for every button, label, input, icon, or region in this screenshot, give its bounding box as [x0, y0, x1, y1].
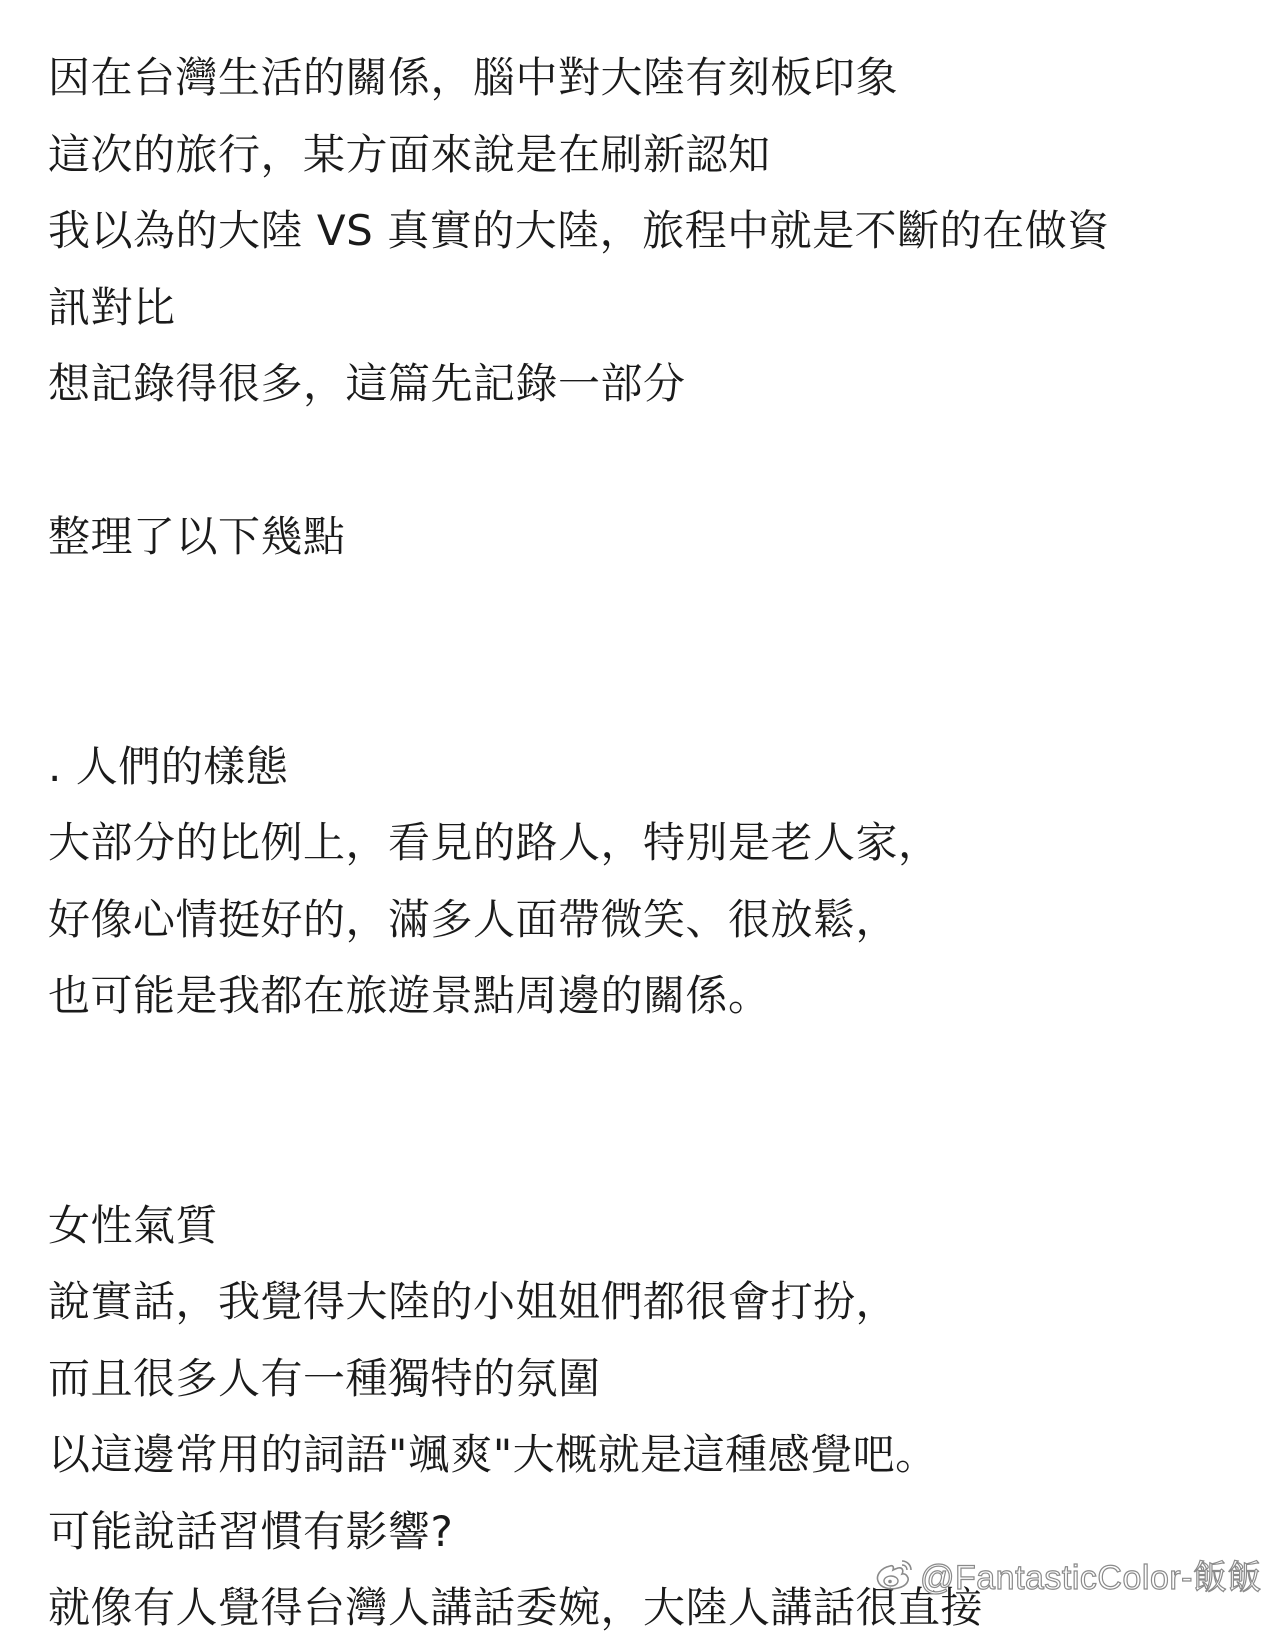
text-line: 好像心情挺好的，滿多人面帶微笑、很放鬆， [48, 894, 899, 944]
text-line: 我以為的大陸 VS 真實的大陸，旅程中就是不斷的在做資 [48, 206, 1110, 255]
text-line: 說實話，我覺得大陸的小姐姐們都很會打扮， [48, 1277, 899, 1326]
text-line: 因在台灣生活的關係，腦中對大陸有刻板印象 [48, 53, 899, 102]
text-line: 以這邊常用的詞語"颯爽"大概就是這種感覺吧。 [48, 1430, 938, 1479]
text-line: 想記錄得很多，這篇先記錄一部分 [48, 359, 686, 408]
blank-line [48, 576, 1258, 653]
text-line: 而且很多人有一種獨特的氛圍 [48, 1353, 601, 1403]
text-line: 可能說話習慣有影響? [48, 1506, 454, 1556]
blank-line [48, 1035, 1258, 1112]
section-heading-women: 女性氣質 [48, 1200, 219, 1250]
text-line: 訊對比 [48, 282, 176, 332]
watermark-text: @FantasticColor-飯飯 [919, 1559, 1262, 1597]
document-body [48, 40, 1258, 1647]
text-line: 大部分的比例上，看見的路人，特別是老人家， [48, 818, 941, 867]
weibo-icon [874, 1558, 914, 1592]
text-line: 也可能是我都在旅遊景點周邊的關係。 [48, 971, 771, 1020]
section-heading-people: . 人們的樣態 [48, 741, 289, 791]
text-line: 就像有人覺得台灣人講話委婉，大陸人講話很直接 [48, 1583, 984, 1632]
section-intro: 整理了以下幾點 [48, 512, 346, 561]
text-line: 這次的旅行，某方面來說是在刷新認知 [48, 129, 771, 179]
blank-line [48, 652, 1258, 729]
watermark [874, 1550, 1262, 1599]
blank-line [48, 423, 1258, 500]
blank-line [48, 1111, 1258, 1188]
